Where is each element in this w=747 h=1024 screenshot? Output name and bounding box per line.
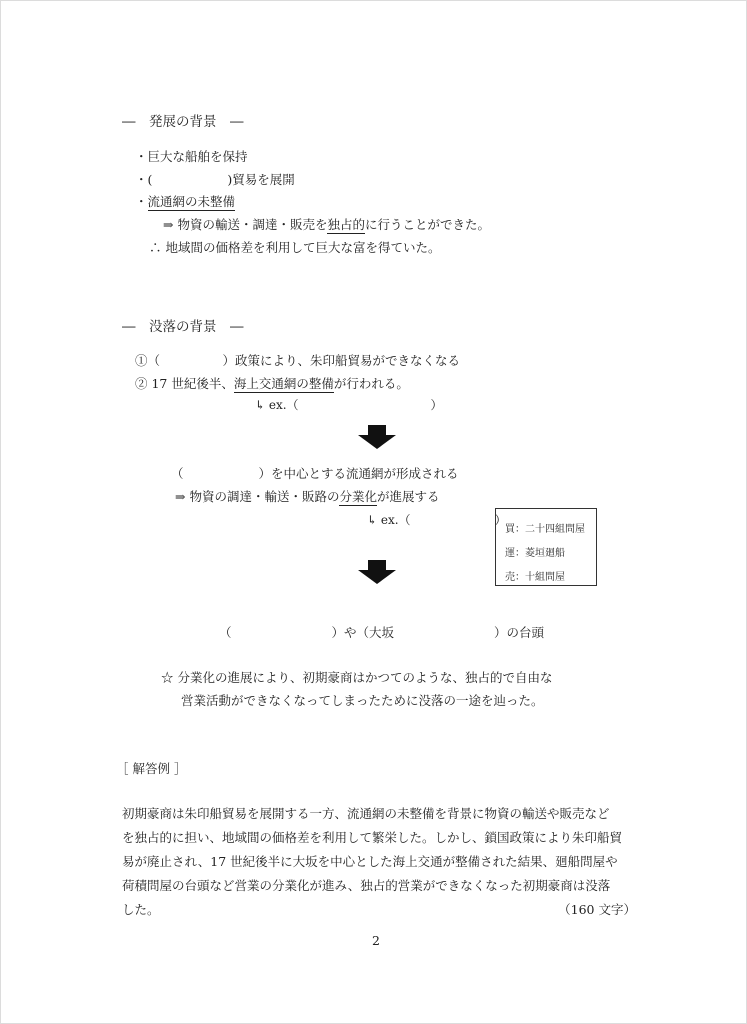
section2-heading: ― 没落の背景 ― <box>122 319 244 335</box>
underlined-text: 海上交通網の整備 <box>233 376 334 391</box>
section1-result-1 <box>163 217 490 232</box>
underlined-text: 独占的 <box>327 217 365 232</box>
section2-line-5: （ ）や（大坂 ）の台頭 <box>219 625 545 640</box>
section1-result-2: ∴ 地域間の価格差を利用して巨大な富を得ていた。 <box>149 240 441 255</box>
box-line-2: 運：菱垣廻船 <box>505 548 565 559</box>
example-1: ↳ ex.（ ） <box>255 398 443 412</box>
char-count: （160 文字） <box>558 902 636 917</box>
item-text: が行われる。 <box>333 376 409 391</box>
section1-bullet-1: ・巨大な船舶を保持 <box>135 149 248 164</box>
answer-last-line: した。 <box>122 902 160 917</box>
underlined-text: 分業化 <box>339 489 377 504</box>
answer-line: 荷積問屋の台頭など営業の分業化が進み、独占的営業ができなくなった初期豪商は没落 <box>122 878 611 893</box>
item-text: ② 17 世紀後半、 <box>135 376 234 391</box>
section2-star-2: 営業活動ができなくなってしまったために没落の一途を辿った。 <box>181 693 544 708</box>
answer-line: を独占的に担い、地域間の価格差を利用して繁栄した。しかし、鎖国政策により朱印船貿 <box>122 830 623 845</box>
section1-bullet-3 <box>135 194 235 209</box>
answer-last-row <box>122 898 642 922</box>
bullet-marker: ・ <box>135 194 148 209</box>
page-number: 2 <box>372 933 380 948</box>
answer-paragraph <box>122 802 642 922</box>
result-text: ⇒ 物資の輸送・調達・販売を <box>163 217 328 232</box>
answer-line: 易が廃止され、17 世紀後半に大坂を中心とした海上交通が整備された結果、廻船問屋や <box>122 854 618 869</box>
section2-star-1: ☆ 分業化の進展により、初期豪商はかつてのような、独占的で自由な <box>161 670 553 685</box>
section1-heading: ― 発展の背景 ― <box>122 114 244 130</box>
example-box <box>495 508 597 586</box>
section2-item-1: ①（ ）政策により、朱印船貿易ができなくなる <box>135 353 461 368</box>
box-line-3: 売：十組問屋 <box>505 572 565 583</box>
section2-line-3: （ ）を中心とする流通網が形成される <box>171 466 459 481</box>
section1-bullet-2: ・( )貿易を展開 <box>135 172 295 187</box>
underlined-text: 流通網の未整備 <box>147 194 236 209</box>
line-text: が進展する <box>376 489 440 504</box>
result-text: に行うことができた。 <box>364 217 490 232</box>
section2-line-4 <box>175 489 439 504</box>
section2-item-2 <box>135 376 409 391</box>
example-2: ↳ ex.（ ） <box>367 513 507 527</box>
box-line-1: 買：二十四組問屋 <box>505 524 585 535</box>
answer-line: 初期豪商は朱印船貿易を展開する一方、流通網の未整備を背景に物資の輸送や販売など <box>122 806 610 821</box>
line-text: ⇒ 物資の調達・輸送・販路の <box>175 489 340 504</box>
answer-label: ［ 解答例 ］ <box>116 761 187 776</box>
